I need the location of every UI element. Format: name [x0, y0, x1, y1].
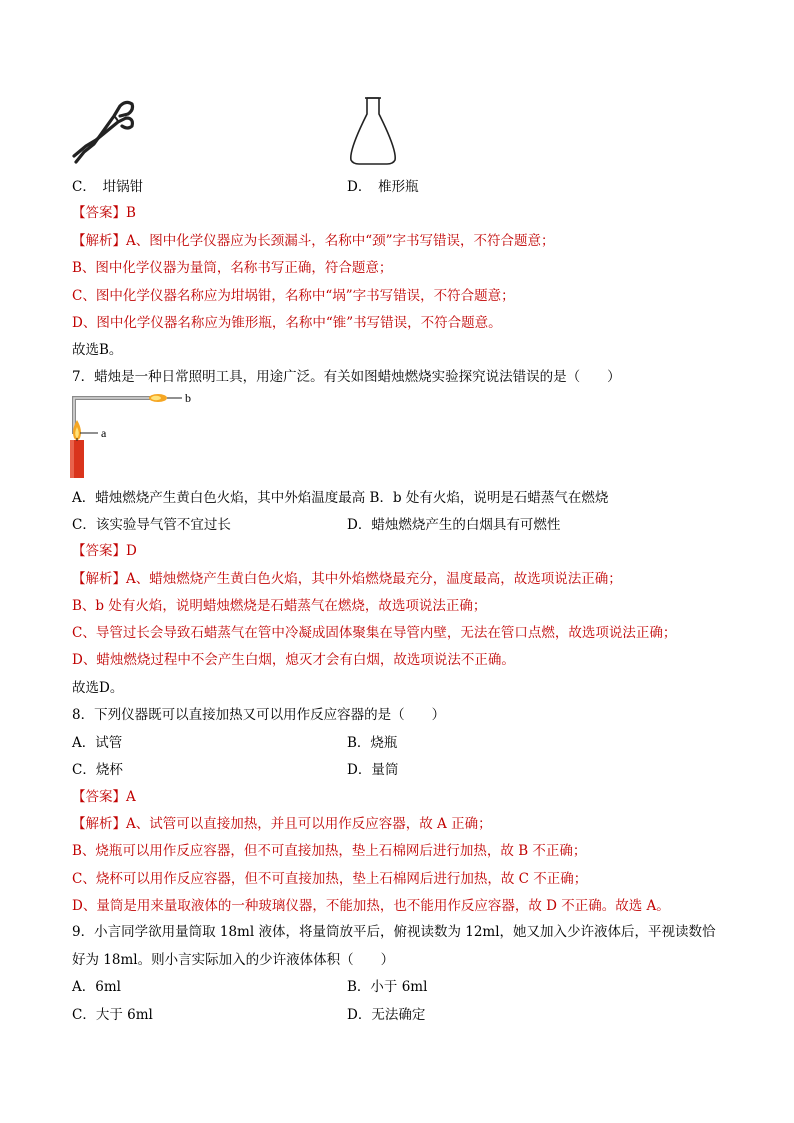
- q6-analysis-line: 【解析】A、图中化学仪器应为长颈漏斗，名称中“颈”字书写错误，不符合题意；: [72, 233, 555, 249]
- q7-answer: 【答案】D: [72, 543, 137, 559]
- q7-analysis-line: B、b 处有火焰，说明蜡烛燃烧是石蜡蒸气在燃烧，故选项说法正确；: [72, 598, 487, 614]
- label-a: a: [101, 426, 107, 440]
- option-c-label: C． 坩锅钳: [72, 179, 144, 195]
- conical-flask-image: [345, 94, 401, 166]
- q7-option-c: C．该实验导气管不宜过长: [72, 517, 231, 533]
- q6-analysis-line: B、图中化学仪器为量筒，名称书写正确，符合题意；: [72, 260, 393, 276]
- q8-option-d: D．量筒: [347, 762, 399, 778]
- candle-experiment-figure: [66, 392, 196, 482]
- q8-option-b: B．烧瓶: [347, 735, 398, 751]
- q8-option-a: A．试管: [72, 735, 123, 751]
- q7-option-ab: A．蜡烛燃烧产生黄白色火焰，其中外焰温度最高 B．b 处有火焰，说明是石蜡蒸气在燃烧: [72, 490, 609, 506]
- q8-answer: 【答案】A: [72, 789, 136, 805]
- q7-analysis-line: 【解析】A、蜡烛燃烧产生黄白色火焰，其中外焰燃烧最充分，温度最高，故选项说法正确；: [72, 571, 622, 587]
- q8-analysis-line: D、量筒是用来量取液体的一种玻璃仪器，不能加热，也不能用作反应容器，故 D 不正确。故选 A。: [72, 898, 670, 914]
- q7-analysis-line: C、导管过长会导致石蜡蒸气在管中冷凝成固体聚集在导管内壁，无法在管口点燃，故选项说法正确；: [72, 625, 677, 641]
- option-d-label: D． 椎形瓶: [347, 179, 419, 195]
- q7-analysis-line: D、蜡烛燃烧过程中不会产生白烟，熄灭才会有白烟，故选项说法不正确。: [72, 652, 515, 668]
- q7-stem: 7．蜡烛是一种日常照明工具，用途广泛。有关如图蜡烛燃烧实验探究说法错误的是（ ）: [72, 369, 621, 385]
- label-b: b: [185, 391, 191, 405]
- crucible-tongs-image: [70, 96, 140, 168]
- q9-stem-line: 好为 18ml。则小言实际加入的少许液体体积（ ）: [72, 952, 395, 968]
- q6-analysis-line: D、图中化学仪器名称应为锥形瓶，名称中“锥”书写错误，不符合题意。: [72, 315, 502, 331]
- q6-analysis-line: C、图中化学仪器名称应为坩埚钳，名称中“埚”字书写错误，不符合题意；: [72, 288, 515, 304]
- q8-analysis-line: B、烧瓶可以用作反应容器，但不可直接加热，垫上石棉网后进行加热，故 B 不正确；: [72, 843, 587, 859]
- q6-answer: 【答案】B: [72, 205, 136, 221]
- q8-stem: 8．下列仪器既可以直接加热又可以用作反应容器的是（ ）: [72, 707, 446, 723]
- q9-option-b: B．小于 6ml: [347, 979, 428, 995]
- q9-stem-line: 9．小言同学欲用量筒取 18ml 液体，将量筒放平后，俯视读数为 12ml，她又加入少许液体后，平视读数恰: [72, 924, 716, 940]
- q8-analysis-line: C、烧杯可以用作反应容器，但不可直接加热，垫上石棉网后进行加热，故 C 不正确；: [72, 871, 588, 887]
- q8-analysis-line: 【解析】A、试管可以直接加热，并且可以用作反应容器，故 A 正确；: [72, 816, 492, 832]
- q9-option-d: D．无法确定: [347, 1007, 426, 1023]
- q7-option-d: D．蜡烛燃烧产生的白烟具有可燃性: [347, 517, 561, 533]
- q6-conclusion: 故选B。: [72, 342, 123, 358]
- q7-conclusion: 故选D。: [72, 680, 124, 696]
- q8-option-c: C．烧杯: [72, 762, 123, 778]
- q9-option-a: A．6ml: [72, 979, 121, 995]
- q9-option-c: C．大于 6ml: [72, 1007, 153, 1023]
